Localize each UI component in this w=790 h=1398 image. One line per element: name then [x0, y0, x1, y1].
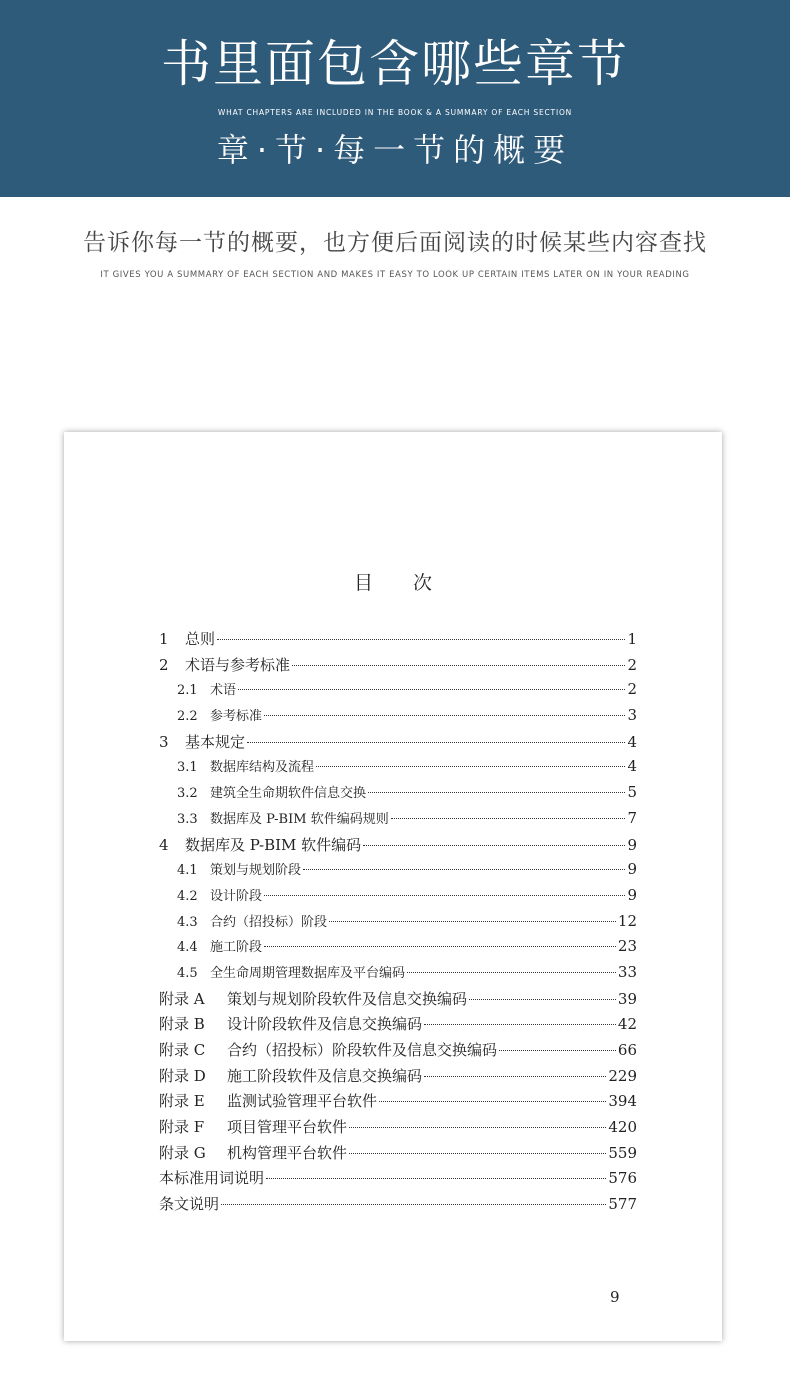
dot-leader [264, 946, 616, 947]
toc-entry-page: 7 [627, 808, 637, 827]
toc-entry-page: 420 [608, 1118, 637, 1137]
toc-entry [159, 1065, 637, 1091]
toc-entry-title: 施工阶段软件及信息交换编码 [227, 1066, 423, 1085]
toc-entry-title: 术语 [210, 683, 237, 699]
toc-entry [159, 859, 637, 885]
toc-entry [159, 756, 637, 782]
toc-entry-title: 本标准用词说明 [159, 1169, 265, 1188]
toc-entry-page: 229 [608, 1066, 637, 1085]
dot-leader [349, 1127, 606, 1128]
toc-entry-page: 576 [608, 1169, 637, 1188]
toc-entry-number: 3.3 [177, 811, 198, 827]
toc-entry-page: 23 [617, 937, 637, 956]
toc-entry [159, 1142, 637, 1168]
toc-entry [159, 1116, 637, 1142]
toc-entry-title: 总则 [185, 630, 216, 648]
toc-entry [159, 628, 637, 654]
toc-entry-number: 4.3 [177, 914, 198, 930]
toc-title: 目次 [353, 572, 472, 594]
toc-entry-title: 建筑全生命期软件信息交换 [210, 786, 367, 802]
dot-leader [391, 818, 626, 819]
toc-entry-page: 39 [617, 989, 637, 1008]
toc-entry-title: 数据库结构及流程 [210, 760, 315, 776]
toc-entry-number: 附录 E [159, 1092, 205, 1111]
toc-entry-number: 附录 F [159, 1118, 205, 1137]
dot-leader [424, 1024, 616, 1025]
toc-entry-number: 2 [159, 655, 169, 674]
toc-entry [159, 911, 637, 937]
toc-entry [159, 988, 637, 1014]
toc-entry-title: 全生命周期管理数据库及平台编码 [210, 965, 406, 981]
toc-entry-title: 基本规定 [185, 732, 246, 751]
toc-entry-number: 3 [159, 732, 169, 751]
dot-leader [264, 895, 625, 896]
toc-entry-page: 4 [627, 757, 637, 776]
toc-entry [159, 1193, 637, 1219]
toc-entry [159, 808, 637, 834]
dot-leader [499, 1050, 616, 1051]
dot-leader [329, 921, 616, 922]
toc-entry-page: 2 [627, 655, 637, 674]
toc-entry-page: 559 [608, 1143, 637, 1162]
toc-entry-title: 术语与参考标准 [185, 655, 291, 674]
toc-entry-page: 33 [617, 962, 637, 981]
dot-leader [368, 792, 625, 793]
toc-entry [159, 1039, 637, 1065]
toc-entry-title: 机构管理平台软件 [227, 1143, 348, 1162]
dot-leader [316, 766, 625, 767]
toc-entry-number: 4.5 [177, 965, 198, 981]
toc-entry [159, 679, 637, 705]
toc-entry-page: 2 [627, 680, 637, 699]
toc-entry [159, 936, 637, 962]
dot-leader [292, 665, 625, 666]
toc-entry [159, 731, 637, 757]
toc-page [64, 432, 722, 1341]
toc-entry [159, 705, 637, 731]
tagline-zh: 告诉你每一节的概要，也方便后面阅读的时候某些内容查找 [83, 230, 707, 256]
toc-entry-title: 数据库及 P-BIM 软件编码规则 [210, 811, 389, 827]
toc-entry [159, 654, 637, 680]
toc-list [159, 628, 637, 1219]
toc-entry-page: 12 [617, 911, 637, 930]
toc-entry-title: 合约（招投标）阶段 [210, 914, 328, 930]
toc-entry-page: 9 [627, 860, 637, 879]
toc-entry-number: 附录 A [159, 989, 205, 1008]
toc-entry-number: 4.2 [177, 888, 198, 904]
toc-entry-title: 监测试验管理平台软件 [227, 1092, 378, 1111]
toc-entry-page: 9 [627, 885, 637, 904]
tagline-en: IT GIVES YOU A SUMMARY OF EACH SECTION AND MAKES IT EASY TO LOOK UP CERTAIN ITEMS LATER ON IN YOUR READING [100, 270, 690, 280]
dot-leader [379, 1101, 606, 1102]
toc-entry-number: 4.4 [177, 940, 198, 956]
banner-title-secondary: 章·节·每一节的概要 [216, 131, 574, 169]
banner-subtitle-en: WHAT CHAPTERS ARE INCLUDED IN THE BOOK & A SUMMARY OF EACH SECTION [217, 108, 573, 117]
toc-entry [159, 1013, 637, 1039]
toc-entry-page: 4 [627, 732, 637, 751]
dot-leader [264, 715, 625, 716]
toc-entry-number: 附录 B [159, 1015, 205, 1034]
toc-entry-number: 附录 G [159, 1143, 206, 1162]
banner-title: 书里面包含哪些章节 [161, 35, 629, 93]
toc-entry-page: 3 [627, 706, 637, 725]
page-number: 9 [610, 1288, 620, 1306]
dot-leader [349, 1153, 606, 1154]
toc-entry [159, 1167, 637, 1193]
toc-entry-title: 数据库及 P-BIM 软件编码 [185, 835, 362, 854]
header-banner [0, 0, 790, 197]
dot-leader [247, 742, 625, 743]
toc-entry-title: 合约（招投标）阶段软件及信息交换编码 [227, 1041, 498, 1059]
toc-entry-number: 2.1 [177, 683, 198, 699]
toc-entry [159, 962, 637, 988]
dot-leader [407, 972, 616, 973]
dot-leader [424, 1076, 606, 1077]
dot-leader [217, 639, 625, 640]
dot-leader [221, 1204, 606, 1205]
toc-entry-page: 394 [608, 1092, 637, 1111]
toc-entry-number: 2.2 [177, 709, 198, 725]
toc-entry-number: 附录 C [159, 1041, 206, 1059]
toc-entry-page: 9 [627, 835, 637, 854]
toc-entry-title: 设计阶段 [210, 888, 263, 904]
toc-entry-title: 参考标准 [210, 709, 263, 725]
toc-entry-title: 策划与规划阶段 [210, 863, 302, 879]
toc-entry-title: 条文说明 [159, 1195, 220, 1214]
toc-entry-number: 3.1 [177, 760, 198, 776]
toc-entry-page: 66 [617, 1041, 637, 1059]
toc-entry-page: 42 [617, 1015, 637, 1034]
toc-entry-number: 附录 D [159, 1066, 206, 1085]
toc-entry-page: 1 [627, 630, 637, 648]
toc-entry [159, 782, 637, 808]
toc-entry [159, 1090, 637, 1116]
dot-leader [266, 1178, 606, 1179]
toc-entry [159, 885, 637, 911]
dot-leader [303, 869, 625, 870]
toc-entry-title: 项目管理平台软件 [227, 1118, 348, 1137]
toc-entry-number: 4.1 [177, 863, 198, 879]
toc-entry-number: 3.2 [177, 786, 198, 802]
dot-leader [469, 999, 616, 1000]
toc-entry-title: 设计阶段软件及信息交换编码 [227, 1015, 423, 1034]
dot-leader [238, 689, 625, 690]
toc-entry-page: 577 [608, 1195, 637, 1214]
toc-entry-number: 1 [159, 630, 169, 648]
toc-entry-number: 4 [159, 835, 169, 854]
toc-entry-title: 策划与规划阶段软件及信息交换编码 [227, 989, 468, 1008]
toc-entry-page: 5 [627, 783, 637, 802]
dot-leader [363, 845, 625, 846]
toc-entry [159, 834, 637, 860]
toc-entry-title: 施工阶段 [210, 940, 263, 956]
